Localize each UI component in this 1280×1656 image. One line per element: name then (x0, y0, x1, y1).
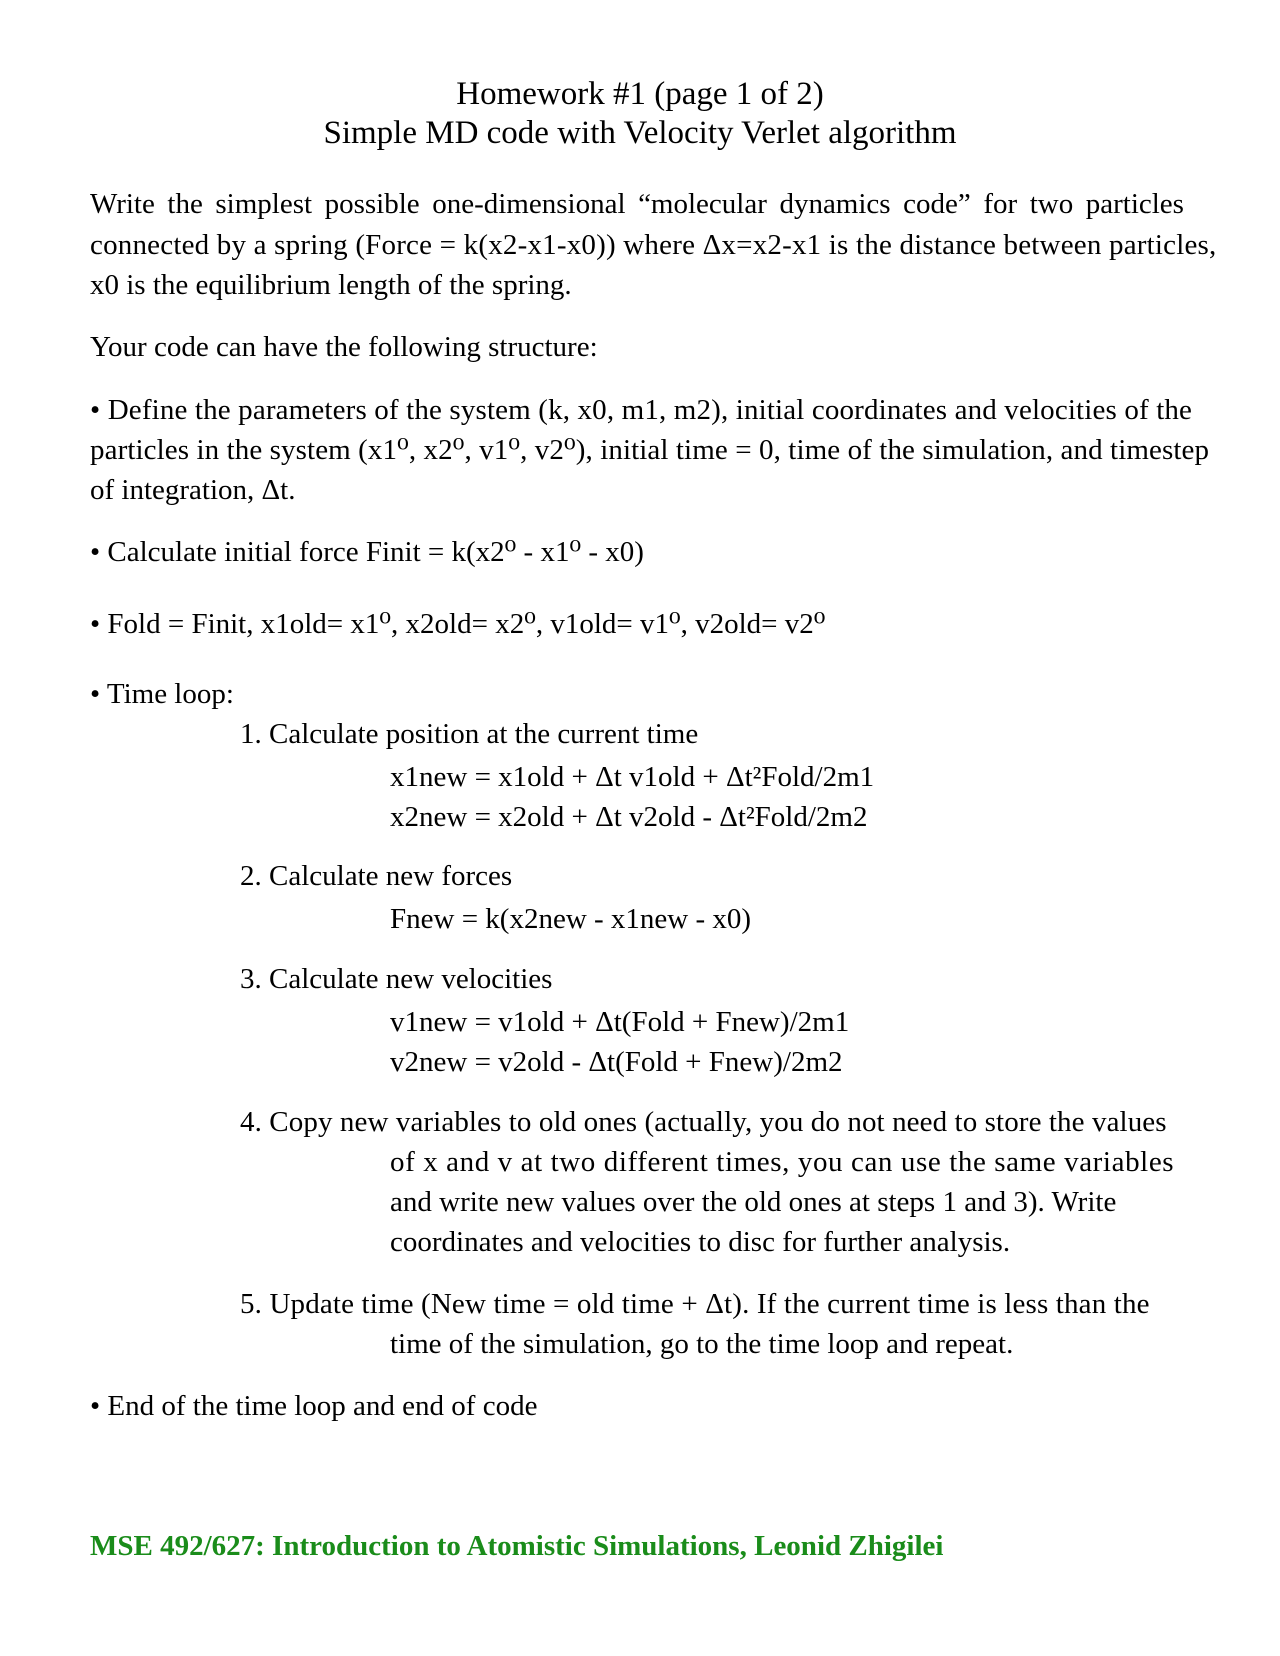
bullet-end: • End of the time loop and end of code (90, 1390, 538, 1422)
intro-word: code” (903, 188, 971, 220)
intro-word: possible (324, 188, 420, 220)
intro-word: the (167, 188, 203, 220)
step3-eq1: v1new = v1old + Δt(Fold + Fnew)/2m1 (390, 1006, 850, 1038)
intro-word: two (1029, 188, 1074, 220)
step5-line2: time of the simulation, go to the time loop and repeat. (390, 1328, 1014, 1360)
bullet-define-line2: particles in the system (x1⁰, x2⁰, v1⁰, v2⁰), initial time = 0, time of the simulation, and timestep (90, 434, 1210, 466)
bullet-time-loop: • Time loop: (90, 678, 234, 710)
intro-line1 (90, 190, 1184, 219)
step3-label: 3. Calculate new velocities (240, 963, 553, 995)
page-title-line1: Homework #1 (page 1 of 2) (456, 76, 824, 112)
step3-eq2: v2new = v2old - Δt(Fold + Fnew)/2m2 (390, 1046, 843, 1078)
intro-word: one-dimensional (432, 188, 626, 220)
intro-word: for (983, 188, 1018, 220)
step2-label: 2. Calculate new forces (240, 860, 513, 892)
intro-word: “molecular (638, 188, 767, 220)
intro-word: dynamics (779, 188, 891, 220)
step4-line1: 4. Copy new variables to old ones (actually, you do not need to store the values (240, 1106, 1167, 1138)
step1-eq2: x2new = x2old + Δt v2old - Δt²Fold/2m2 (390, 801, 868, 833)
step5-line1: 5. Update time (New time = old time + Δt). If the current time is less than the (240, 1288, 1150, 1320)
step1-label: 1. Calculate position at the current time (240, 718, 699, 750)
structure-intro: Your code can have the following structure: (90, 331, 598, 363)
step4-line4: coordinates and velocities to disc for further analysis. (390, 1226, 1011, 1258)
footer-course-credit: MSE 492/627: Introduction to Atomistic Simulations, Leonid Zhigilei (90, 1530, 944, 1562)
intro-word: Write (90, 188, 155, 220)
bullet-assign: • Fold = Finit, x1old= x1⁰, x2old= x2⁰, v1old= v1⁰, v2old= v2⁰ (90, 608, 826, 640)
bullet-init-force: • Calculate initial force Finit = k(x2⁰ - x1⁰ - x0) (90, 536, 644, 568)
bullet-define-line3: of integration, Δt. (90, 474, 296, 506)
step1-eq1: x1new = x1old + Δt v1old + Δt²Fold/2m1 (390, 761, 875, 793)
step2-eq1: Fnew = k(x2new - x1new - x0) (390, 903, 752, 935)
step4-line3: and write new values over the old ones at steps 1 and 3). Write (390, 1186, 1117, 1218)
intro-word: simplest (215, 188, 313, 220)
intro-line3: x0 is the equilibrium length of the spring. (90, 269, 572, 301)
page-title-line2: Simple MD code with Velocity Verlet algorithm (323, 115, 957, 151)
step4-line2: of x and v at two different times, you can use the same variables (390, 1146, 1175, 1178)
intro-word: particles (1085, 188, 1184, 220)
bullet-define-line1: • Define the parameters of the system (k, x0, m1, m2), initial coordinates and velocities of the (90, 394, 1193, 426)
intro-line2: connected by a spring (Force = k(x2-x1-x0)) where Δx=x2-x1 is the distance between particles, (90, 229, 1217, 261)
